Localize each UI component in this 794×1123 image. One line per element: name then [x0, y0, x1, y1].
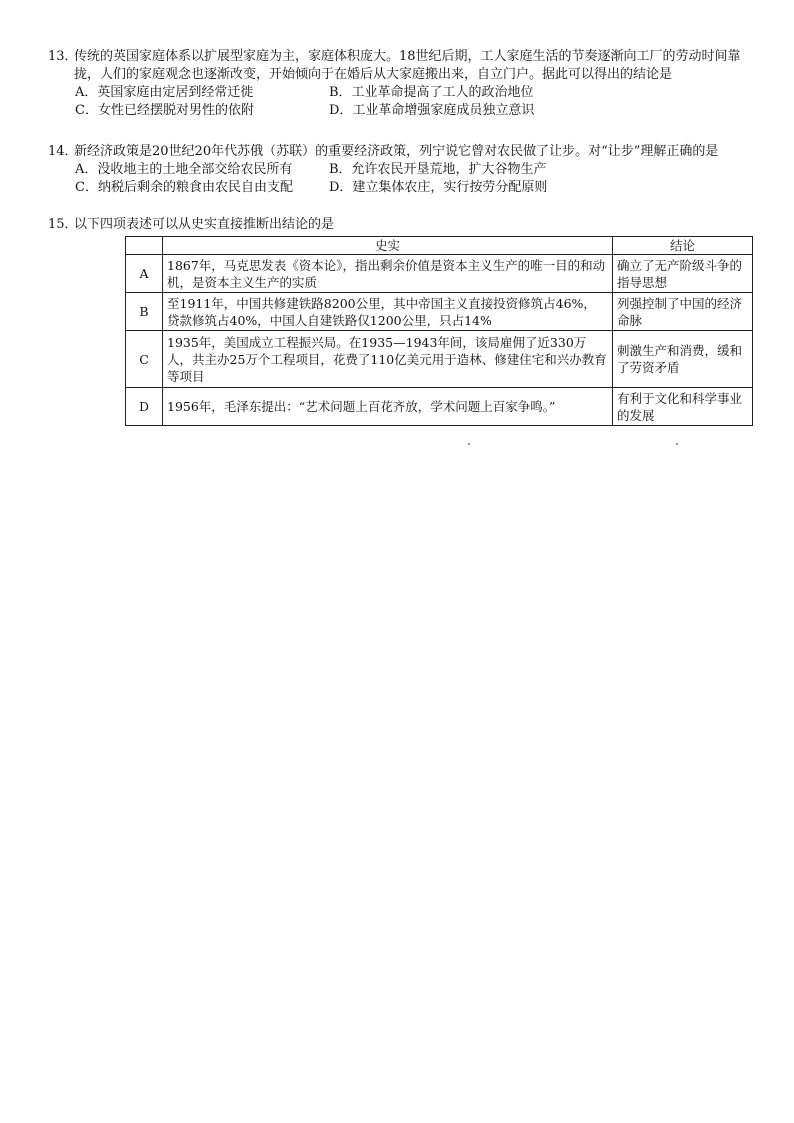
row-label: B [126, 293, 163, 331]
question-14 [48, 143, 760, 197]
row-fact: 1956年，毛泽东提出：“艺术问题上百花齐放，学术问题上百家争鸣。” [163, 388, 613, 426]
row-conclusion: 有利于文化和科学事业的发展 [613, 388, 753, 426]
option-row [75, 84, 760, 102]
row-label: A [126, 255, 163, 293]
option-d[interactable]: D．工业革命增强家庭成员独立意识 [329, 103, 535, 118]
question-15 [48, 216, 760, 234]
table-row [126, 388, 753, 426]
option-d[interactable]: D．建立集体农庄，实行按劳分配原则 [329, 180, 548, 195]
scan-speck [676, 443, 678, 445]
question-13 [48, 48, 760, 120]
option-b[interactable]: B．允许农民开垦荒地，扩大谷物生产 [329, 162, 547, 177]
question-stem: 新经济政策是20世纪20年代苏俄（苏联）的重要经济政策，列宁说它曾对农民做了让步。对“让步”理解正确的是 [74, 144, 719, 159]
row-conclusion: 确立了无产阶级斗争的指导思想 [613, 255, 753, 293]
table-header-row [126, 237, 753, 255]
header-conclusion: 结论 [613, 237, 753, 255]
question-number: 13． [48, 49, 78, 64]
option-a[interactable]: A．英国家庭由定居到经常迁徙 [75, 85, 254, 100]
question-number: 15． [48, 217, 78, 232]
option-row [75, 102, 760, 120]
option-row [75, 161, 760, 179]
scan-speck [468, 443, 470, 445]
row-label: D [126, 388, 163, 426]
question-number: 14． [48, 144, 78, 159]
table-row [126, 255, 753, 293]
option-c[interactable]: C．纳税后剩余的粮食由农民自由支配 [75, 180, 293, 195]
question-stem: 传统的英国家庭体系以扩展型家庭为主，家庭体积庞大。18世纪后期，工人家庭生活的节奏逐渐向工厂的劳动时间靠拢，人们的家庭观念也逐渐改变，开始倾向于在婚后从大家庭搬出来，自立门户。据此可以得出的结论是 [74, 49, 741, 82]
row-label: C [126, 331, 163, 388]
row-conclusion: 列强控制了中国的经济命脉 [613, 293, 753, 331]
row-fact: 至1911年，中国共修建铁路8200公里，其中帝国主义直接投资修筑占46%，贷款修筑占40%，中国人自建铁路仅1200公里，只占14% [163, 293, 613, 331]
option-row [75, 179, 760, 197]
option-a[interactable]: A．没收地主的土地全部交给农民所有 [75, 162, 293, 177]
table-row [126, 331, 753, 388]
row-fact: 1867年，马克思发表《资本论》，指出剩余价值是资本主义生产的唯一目的和动机，是资本主义生产的实质 [163, 255, 613, 293]
row-conclusion: 刺激生产和消费，缓和了劳资矛盾 [613, 331, 753, 388]
fact-conclusion-table [125, 236, 753, 426]
header-fact: 史实 [163, 237, 613, 255]
header-blank [126, 237, 163, 255]
table-row [126, 293, 753, 331]
option-b[interactable]: B．工业革命提高了工人的政治地位 [329, 85, 534, 100]
option-c[interactable]: C．女性已经摆脱对男性的依附 [75, 103, 254, 118]
row-fact: 1935年，美国成立工程振兴局。在1935—1943年间，该局雇佣了近330万人，共主办25万个工程项目，花费了110亿美元用于造林、修建住宅和兴办教育等项目 [163, 331, 613, 388]
question-stem: 以下四项表述可以从史实直接推断出结论的是 [74, 217, 335, 232]
